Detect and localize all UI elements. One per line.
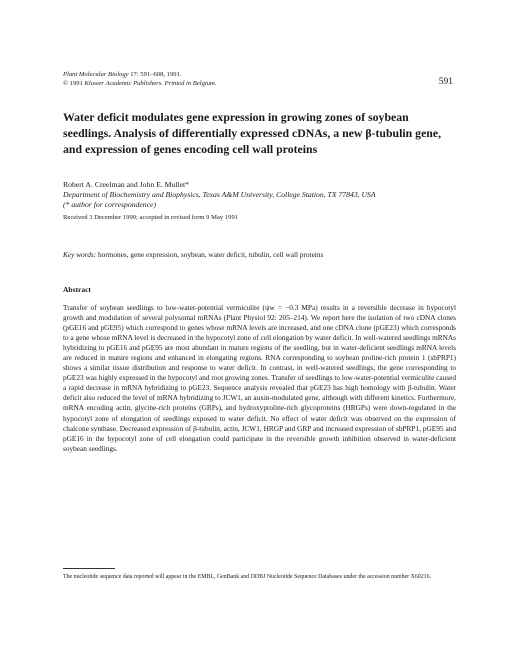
abstract-text: Transfer of soybean seedlings to low-water-potential vermiculite (ψw = −0.3 MPa) results in a reversible decrease in hypocotyl growth and modulation of several polysomal mRNAs (Plant Physiol 92: 205–214). We report here the isolation of two cDNA clones (pGE16 and pGE95) which correspond to genes whose mRNA levels are increased, and one cDNA clone (pGE23) which corresponds to a gene whose mRNA level is decreased in the hypocotyl zone of cell elongation by water deficit. In well-watered seedlings mRNAs hybridizing to pGE16 and pGE95 are most abundant in mature regions of the seedling, but in water-deficient seedlings mRNA levels are reduced in mature regions and enhanced in elongating regions. RNA corresponding to soybean proline-rich protein 1 (sbPRP1) shows a similar tissue distribution and response to water deficit. In contrast, in well-watered seedlings, the gene corresponding to pGE23 was highly expressed in the hypocotyl and root growing zones. Transfer of seedlings to low-water-potential vermiculite caused a rapid decrease in mRNA hybridizing to pGE23. Sequence analysis revealed that pGE23 has high homology with β-tubulin. Water deficit also reduced the level of mRNA hybridizing to JCW1, an auxin-modulated gene, although with different kinetics. Furthermore, mRNA encoding actin, glycine-rich proteins (GRPs), and hydroxyproline-rich glycoproteins (HRGPs) were down-regulated in the hypocotyl zone of elongation of seedlings exposed to water deficit. No effect of water deficit was observed on the expression of chalcone synthase. Decreased expression of β-tubulin, actin, JCW1, HRGP and GRP and increased expression of sbPRP1, pGE95 and pGE16 in the hypocotyl zone of cell elongation could participate in the reversible growth inhibition observed in water-deficient soybean seedlings.	[63, 303, 456, 453]
author-block	[63, 180, 458, 211]
copyright-symbol: © 1991	[63, 80, 85, 87]
author-affiliation: Department of Biochemistry and Biophysics, Texas A&M University, College Station, TX 77843, USA	[63, 190, 376, 200]
journal-name: Plant Molecular Biology	[63, 71, 129, 78]
copyright-line	[63, 79, 453, 88]
volume-pages: 17: 591–608, 1991.	[128, 71, 182, 78]
abstract-heading: Abstract	[63, 285, 91, 294]
author-names: Robert A. Creelman and John E. Mullet*	[63, 180, 189, 189]
keywords-list: hormones, gene expression, soybean, water deficit, tubulin, cell wall proteins	[96, 250, 324, 259]
correspondence-note: (* author for correspondence)	[63, 200, 157, 210]
journal-citation	[63, 70, 453, 79]
keywords-line	[63, 250, 323, 259]
page-number: 591	[438, 77, 453, 87]
received-date: Received 3 December 1990; accepted in revised form 9 May 1991	[63, 214, 239, 221]
journal-header	[63, 70, 453, 88]
keywords-label: Key words:	[63, 250, 97, 259]
footnote-divider	[63, 568, 115, 569]
article-title: Water deficit modulates gene expression in growing zones of soybean seedlings. Analysis of differentially expressed cDNAs, a new β-tubulin gene, and expression of genes encoding cell wall proteins	[63, 110, 442, 156]
footnote: The nucleotide sequence data reported will appear in the EMBL, GenBank and DDBJ Nucleotide Sequence Databases under the accession number X60216.	[63, 574, 432, 580]
publisher: Kluwer Academic Publishers. Printed in Belgium.	[84, 80, 217, 87]
